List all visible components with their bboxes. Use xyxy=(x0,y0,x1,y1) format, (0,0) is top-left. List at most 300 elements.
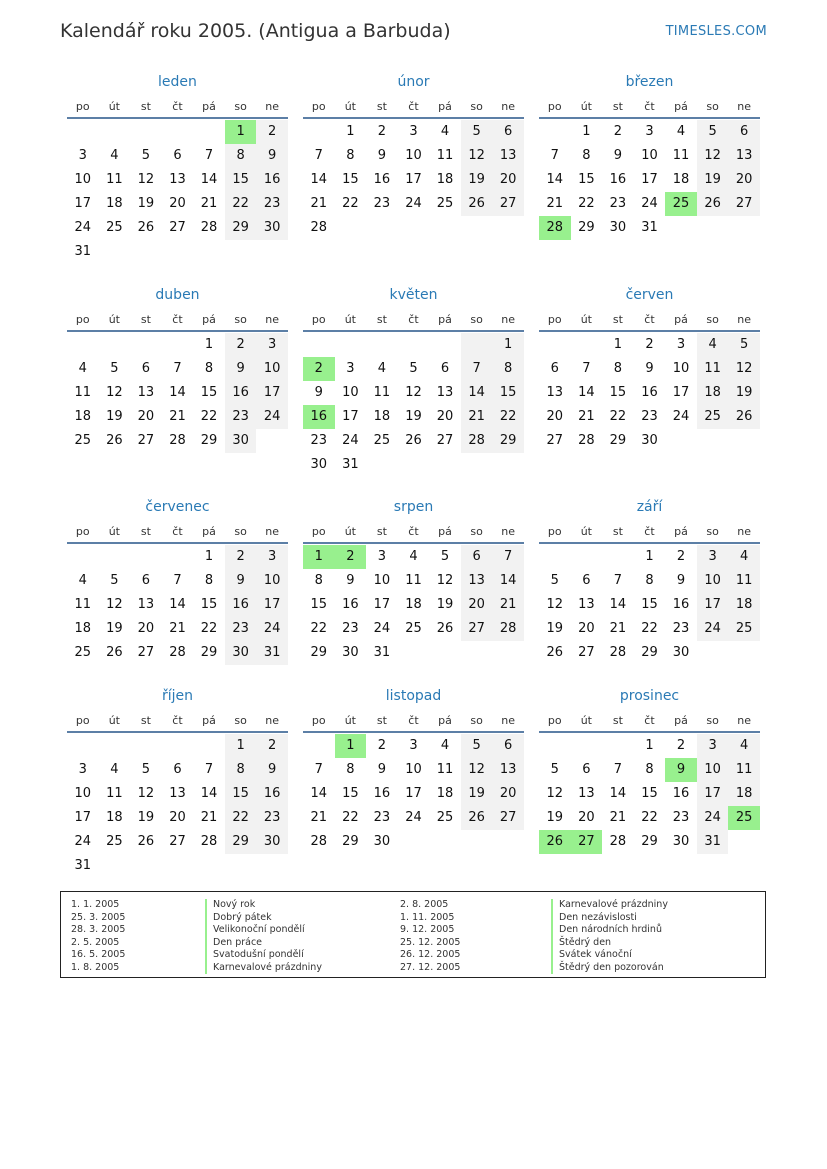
day-cell[interactable]: 14 xyxy=(578,385,595,400)
day-cell[interactable]: 15 xyxy=(225,782,257,806)
day-cell[interactable]: 16 xyxy=(225,593,257,617)
day-cell[interactable]: 9 xyxy=(256,758,288,782)
day-cell[interactable]: 17 xyxy=(74,810,92,825)
day-cell[interactable]: 14 xyxy=(310,786,328,801)
day-cell[interactable]: 18 xyxy=(672,172,690,187)
day-cell[interactable]: 14 xyxy=(169,385,186,400)
day-cell[interactable]: 19 xyxy=(137,196,155,211)
day-cell[interactable]: 2 xyxy=(256,120,288,144)
day-cell[interactable]: 26 xyxy=(728,405,760,429)
day-cell[interactable]: 30 xyxy=(672,645,690,660)
day-cell[interactable]: 3 xyxy=(645,124,654,139)
day-cell[interactable]: 20 xyxy=(546,409,564,424)
day-cell[interactable]: 24 xyxy=(405,810,422,825)
day-cell[interactable]: 13 xyxy=(492,758,524,782)
day-cell[interactable]: 16 xyxy=(225,381,257,405)
day-cell[interactable]: 20 xyxy=(492,168,524,192)
day-cell[interactable]: 7 xyxy=(582,361,591,376)
day-cell[interactable]: 29 xyxy=(492,429,524,453)
day-cell[interactable]: 6 xyxy=(582,762,591,777)
day-cell[interactable]: 25 xyxy=(697,405,729,429)
day-cell[interactable]: 28 xyxy=(578,433,595,448)
day-cell[interactable]: 4 xyxy=(110,762,119,777)
day-cell[interactable]: 7 xyxy=(461,357,493,381)
day-cell[interactable]: 31 xyxy=(74,858,92,873)
holiday-day-cell[interactable]: 28 xyxy=(539,216,571,240)
day-cell[interactable]: 1 xyxy=(204,337,214,352)
day-cell[interactable]: 10 xyxy=(405,148,422,163)
day-cell[interactable]: 17 xyxy=(697,782,729,806)
day-cell[interactable]: 7 xyxy=(204,148,214,163)
day-cell[interactable]: 17 xyxy=(641,172,658,187)
day-cell[interactable]: 30 xyxy=(225,429,257,453)
day-cell[interactable]: 22 xyxy=(342,196,359,211)
day-cell[interactable]: 19 xyxy=(436,597,454,612)
day-cell[interactable]: 18 xyxy=(106,810,123,825)
day-cell[interactable]: 16 xyxy=(672,786,690,801)
day-cell[interactable]: 13 xyxy=(137,385,155,400)
day-cell[interactable]: 20 xyxy=(578,810,595,825)
day-cell[interactable]: 22 xyxy=(200,621,218,636)
day-cell[interactable]: 29 xyxy=(609,433,627,448)
day-cell[interactable]: 13 xyxy=(546,385,564,400)
day-cell[interactable]: 2 xyxy=(225,545,257,569)
day-cell[interactable]: 11 xyxy=(106,786,123,801)
day-cell[interactable]: 4 xyxy=(377,361,387,376)
day-cell[interactable]: 20 xyxy=(169,196,186,211)
day-cell[interactable]: 15 xyxy=(578,172,595,187)
day-cell[interactable]: 18 xyxy=(728,593,760,617)
day-cell[interactable]: 23 xyxy=(310,433,328,448)
day-cell[interactable]: 22 xyxy=(492,405,524,429)
day-cell[interactable]: 22 xyxy=(310,621,328,636)
day-cell[interactable]: 8 xyxy=(225,758,257,782)
day-cell[interactable]: 5 xyxy=(697,120,729,144)
day-cell[interactable]: 23 xyxy=(225,617,257,641)
day-cell[interactable]: 6 xyxy=(582,573,591,588)
day-cell[interactable]: 17 xyxy=(672,385,690,400)
day-cell[interactable]: 28 xyxy=(310,220,328,235)
day-cell[interactable]: 6 xyxy=(550,361,559,376)
day-cell[interactable]: 14 xyxy=(546,172,564,187)
day-cell[interactable]: 2 xyxy=(377,738,387,753)
day-cell[interactable]: 19 xyxy=(461,782,493,806)
day-cell[interactable]: 12 xyxy=(461,758,493,782)
day-cell[interactable]: 21 xyxy=(492,593,524,617)
day-cell[interactable]: 4 xyxy=(78,361,87,376)
day-cell[interactable]: 1 xyxy=(204,549,214,564)
day-cell[interactable]: 12 xyxy=(728,357,760,381)
day-cell[interactable]: 4 xyxy=(440,124,450,139)
day-cell[interactable]: 9 xyxy=(314,385,323,400)
day-cell[interactable]: 24 xyxy=(256,405,288,429)
day-cell[interactable]: 17 xyxy=(697,593,729,617)
day-cell[interactable]: 6 xyxy=(141,361,151,376)
day-cell[interactable]: 19 xyxy=(137,810,155,825)
day-cell[interactable]: 4 xyxy=(676,124,686,139)
day-cell[interactable]: 14 xyxy=(609,786,627,801)
day-cell[interactable]: 28 xyxy=(169,645,186,660)
day-cell[interactable]: 14 xyxy=(492,569,524,593)
day-cell[interactable]: 21 xyxy=(578,409,595,424)
day-cell[interactable]: 21 xyxy=(200,810,218,825)
day-cell[interactable]: 2 xyxy=(613,124,623,139)
day-cell[interactable]: 20 xyxy=(169,810,186,825)
day-cell[interactable]: 11 xyxy=(728,758,760,782)
day-cell[interactable]: 10 xyxy=(697,758,729,782)
day-cell[interactable]: 2 xyxy=(377,124,387,139)
day-cell[interactable]: 5 xyxy=(461,120,493,144)
day-cell[interactable]: 27 xyxy=(492,192,524,216)
day-cell[interactable]: 21 xyxy=(310,196,328,211)
day-cell[interactable]: 5 xyxy=(440,549,450,564)
day-cell[interactable]: 22 xyxy=(609,409,627,424)
day-cell[interactable]: 15 xyxy=(342,786,359,801)
day-cell[interactable]: 14 xyxy=(461,381,493,405)
day-cell[interactable]: 16 xyxy=(256,782,288,806)
day-cell[interactable]: 26 xyxy=(137,220,155,235)
day-cell[interactable]: 10 xyxy=(256,357,288,381)
day-cell[interactable]: 16 xyxy=(672,597,690,612)
day-cell[interactable]: 3 xyxy=(78,762,87,777)
day-cell[interactable]: 23 xyxy=(373,810,391,825)
day-cell[interactable]: 23 xyxy=(342,621,359,636)
day-cell[interactable]: 8 xyxy=(492,357,524,381)
day-cell[interactable]: 21 xyxy=(609,810,627,825)
day-cell[interactable]: 31 xyxy=(256,641,288,665)
day-cell[interactable]: 10 xyxy=(672,361,690,376)
day-cell[interactable]: 3 xyxy=(256,545,288,569)
day-cell[interactable]: 8 xyxy=(645,762,654,777)
day-cell[interactable]: 18 xyxy=(436,786,454,801)
day-cell[interactable]: 1 xyxy=(613,337,623,352)
day-cell[interactable]: 7 xyxy=(613,762,623,777)
day-cell[interactable]: 15 xyxy=(641,597,658,612)
day-cell[interactable]: 17 xyxy=(373,597,391,612)
day-cell[interactable]: 10 xyxy=(342,385,359,400)
day-cell[interactable]: 30 xyxy=(225,641,257,665)
day-cell[interactable]: 4 xyxy=(110,148,119,163)
day-cell[interactable]: 23 xyxy=(256,806,288,830)
day-cell[interactable]: 29 xyxy=(200,645,218,660)
day-cell[interactable]: 3 xyxy=(78,148,87,163)
day-cell[interactable]: 2 xyxy=(676,738,686,753)
day-cell[interactable]: 5 xyxy=(141,762,151,777)
day-cell[interactable]: 6 xyxy=(173,148,182,163)
day-cell[interactable]: 7 xyxy=(204,762,214,777)
day-cell[interactable]: 26 xyxy=(461,806,493,830)
day-cell[interactable]: 15 xyxy=(310,597,328,612)
day-cell[interactable]: 25 xyxy=(373,433,391,448)
day-cell[interactable]: 12 xyxy=(546,786,564,801)
day-cell[interactable]: 5 xyxy=(110,573,119,588)
day-cell[interactable]: 8 xyxy=(613,361,623,376)
day-cell[interactable]: 29 xyxy=(225,830,257,854)
day-cell[interactable]: 19 xyxy=(461,168,493,192)
day-cell[interactable]: 26 xyxy=(697,192,729,216)
day-cell[interactable]: 10 xyxy=(256,569,288,593)
day-cell[interactable]: 26 xyxy=(137,834,155,849)
day-cell[interactable]: 20 xyxy=(578,621,595,636)
day-cell[interactable]: 15 xyxy=(641,786,658,801)
day-cell[interactable]: 19 xyxy=(546,621,564,636)
day-cell[interactable]: 29 xyxy=(578,220,595,235)
day-cell[interactable]: 8 xyxy=(346,148,355,163)
day-cell[interactable]: 26 xyxy=(106,433,123,448)
day-cell[interactable]: 27 xyxy=(461,617,493,641)
day-cell[interactable]: 13 xyxy=(578,786,595,801)
day-cell[interactable]: 9 xyxy=(256,144,288,168)
day-cell[interactable]: 19 xyxy=(546,810,564,825)
day-cell[interactable]: 10 xyxy=(74,172,92,187)
day-cell[interactable]: 17 xyxy=(74,196,92,211)
day-cell[interactable]: 6 xyxy=(728,120,760,144)
day-cell[interactable]: 15 xyxy=(200,385,218,400)
holiday-day-cell[interactable]: 25 xyxy=(665,192,697,216)
day-cell[interactable]: 10 xyxy=(74,786,92,801)
day-cell[interactable]: 30 xyxy=(373,834,391,849)
day-cell[interactable]: 5 xyxy=(409,361,418,376)
day-cell[interactable]: 26 xyxy=(461,192,493,216)
day-cell[interactable]: 2 xyxy=(645,337,654,352)
day-cell[interactable]: 24 xyxy=(373,621,391,636)
day-cell[interactable]: 11 xyxy=(74,597,92,612)
day-cell[interactable]: 22 xyxy=(641,621,658,636)
day-cell[interactable]: 21 xyxy=(169,621,186,636)
day-cell[interactable]: 4 xyxy=(728,734,760,758)
day-cell[interactable]: 4 xyxy=(697,333,729,357)
day-cell[interactable]: 8 xyxy=(645,573,654,588)
day-cell[interactable]: 30 xyxy=(641,433,658,448)
day-cell[interactable]: 23 xyxy=(672,621,690,636)
day-cell[interactable]: 19 xyxy=(697,168,729,192)
holiday-day-cell[interactable]: 1 xyxy=(303,545,335,569)
day-cell[interactable]: 23 xyxy=(256,192,288,216)
day-cell[interactable]: 29 xyxy=(641,645,658,660)
day-cell[interactable]: 21 xyxy=(461,405,493,429)
day-cell[interactable]: 16 xyxy=(256,168,288,192)
day-cell[interactable]: 12 xyxy=(405,385,422,400)
day-cell[interactable]: 6 xyxy=(141,573,151,588)
day-cell[interactable]: 9 xyxy=(645,361,654,376)
day-cell[interactable]: 7 xyxy=(173,361,182,376)
site-link[interactable]: TIMESLES.COM xyxy=(665,24,767,39)
day-cell[interactable]: 24 xyxy=(672,409,690,424)
day-cell[interactable]: 24 xyxy=(641,196,658,211)
day-cell[interactable]: 31 xyxy=(641,220,658,235)
day-cell[interactable]: 1 xyxy=(225,734,257,758)
day-cell[interactable]: 9 xyxy=(377,148,387,163)
day-cell[interactable]: 28 xyxy=(609,645,627,660)
day-cell[interactable]: 1 xyxy=(582,124,591,139)
holiday-day-cell[interactable]: 9 xyxy=(665,758,697,782)
day-cell[interactable]: 5 xyxy=(141,148,151,163)
day-cell[interactable]: 28 xyxy=(169,433,186,448)
day-cell[interactable]: 25 xyxy=(436,810,454,825)
day-cell[interactable]: 9 xyxy=(346,573,355,588)
day-cell[interactable]: 27 xyxy=(578,645,595,660)
day-cell[interactable]: 17 xyxy=(256,381,288,405)
day-cell[interactable]: 31 xyxy=(74,244,92,259)
day-cell[interactable]: 18 xyxy=(436,172,454,187)
day-cell[interactable]: 18 xyxy=(74,409,92,424)
day-cell[interactable]: 11 xyxy=(405,573,422,588)
day-cell[interactable]: 22 xyxy=(342,810,359,825)
day-cell[interactable]: 14 xyxy=(310,172,328,187)
day-cell[interactable]: 20 xyxy=(137,621,155,636)
day-cell[interactable]: 1 xyxy=(645,549,654,564)
day-cell[interactable]: 11 xyxy=(672,148,690,163)
day-cell[interactable]: 11 xyxy=(373,385,391,400)
day-cell[interactable]: 29 xyxy=(310,645,328,660)
day-cell[interactable]: 12 xyxy=(461,144,493,168)
day-cell[interactable]: 10 xyxy=(373,573,391,588)
day-cell[interactable]: 13 xyxy=(137,597,155,612)
day-cell[interactable]: 2 xyxy=(676,549,686,564)
day-cell[interactable]: 7 xyxy=(314,148,323,163)
day-cell[interactable]: 24 xyxy=(342,433,359,448)
day-cell[interactable]: 12 xyxy=(106,597,123,612)
holiday-day-cell[interactable]: 1 xyxy=(225,120,257,144)
day-cell[interactable]: 28 xyxy=(609,834,627,849)
day-cell[interactable]: 6 xyxy=(461,545,493,569)
day-cell[interactable]: 15 xyxy=(200,597,218,612)
day-cell[interactable]: 16 xyxy=(373,172,391,187)
day-cell[interactable]: 19 xyxy=(106,621,123,636)
day-cell[interactable]: 3 xyxy=(676,337,686,352)
day-cell[interactable]: 5 xyxy=(550,573,559,588)
day-cell[interactable]: 16 xyxy=(641,385,658,400)
day-cell[interactable]: 15 xyxy=(225,168,257,192)
day-cell[interactable]: 27 xyxy=(137,645,155,660)
day-cell[interactable]: 18 xyxy=(697,381,729,405)
day-cell[interactable]: 23 xyxy=(373,196,391,211)
day-cell[interactable]: 18 xyxy=(728,782,760,806)
day-cell[interactable]: 30 xyxy=(256,830,288,854)
day-cell[interactable]: 13 xyxy=(169,786,186,801)
day-cell[interactable]: 24 xyxy=(697,617,729,641)
day-cell[interactable]: 20 xyxy=(436,409,454,424)
day-cell[interactable]: 5 xyxy=(110,361,119,376)
day-cell[interactable]: 14 xyxy=(200,172,218,187)
day-cell[interactable]: 19 xyxy=(728,381,760,405)
day-cell[interactable]: 19 xyxy=(405,409,422,424)
day-cell[interactable]: 13 xyxy=(436,385,454,400)
holiday-day-cell[interactable]: 1 xyxy=(335,734,367,758)
day-cell[interactable]: 25 xyxy=(74,645,92,660)
day-cell[interactable]: 13 xyxy=(728,144,760,168)
holiday-day-cell[interactable]: 2 xyxy=(335,545,367,569)
day-cell[interactable]: 16 xyxy=(373,786,391,801)
day-cell[interactable]: 30 xyxy=(342,645,359,660)
day-cell[interactable]: 3 xyxy=(346,361,355,376)
day-cell[interactable]: 24 xyxy=(74,220,92,235)
day-cell[interactable]: 22 xyxy=(200,409,218,424)
day-cell[interactable]: 6 xyxy=(440,361,450,376)
day-cell[interactable]: 4 xyxy=(440,738,450,753)
day-cell[interactable]: 15 xyxy=(342,172,359,187)
day-cell[interactable]: 4 xyxy=(728,545,760,569)
day-cell[interactable]: 28 xyxy=(492,617,524,641)
day-cell[interactable]: 12 xyxy=(137,172,155,187)
day-cell[interactable]: 8 xyxy=(204,361,214,376)
day-cell[interactable]: 13 xyxy=(578,597,595,612)
day-cell[interactable]: 5 xyxy=(728,333,760,357)
day-cell[interactable]: 21 xyxy=(169,409,186,424)
day-cell[interactable]: 28 xyxy=(200,834,218,849)
day-cell[interactable]: 9 xyxy=(225,357,257,381)
day-cell[interactable]: 26 xyxy=(106,645,123,660)
day-cell[interactable]: 10 xyxy=(697,569,729,593)
day-cell[interactable]: 12 xyxy=(106,385,123,400)
day-cell[interactable]: 20 xyxy=(461,593,493,617)
day-cell[interactable]: 9 xyxy=(613,148,623,163)
day-cell[interactable]: 26 xyxy=(436,621,454,636)
day-cell[interactable]: 7 xyxy=(550,148,559,163)
day-cell[interactable]: 4 xyxy=(78,573,87,588)
day-cell[interactable]: 17 xyxy=(405,786,422,801)
day-cell[interactable]: 27 xyxy=(546,433,564,448)
day-cell[interactable]: 16 xyxy=(609,172,627,187)
day-cell[interactable]: 20 xyxy=(728,168,760,192)
day-cell[interactable]: 24 xyxy=(74,834,92,849)
day-cell[interactable]: 28 xyxy=(200,220,218,235)
day-cell[interactable]: 29 xyxy=(342,834,359,849)
day-cell[interactable]: 21 xyxy=(546,196,564,211)
day-cell[interactable]: 22 xyxy=(641,810,658,825)
day-cell[interactable]: 9 xyxy=(377,762,387,777)
day-cell[interactable]: 17 xyxy=(342,409,359,424)
day-cell[interactable]: 13 xyxy=(492,144,524,168)
day-cell[interactable]: 22 xyxy=(225,806,257,830)
day-cell[interactable]: 13 xyxy=(461,569,493,593)
day-cell[interactable]: 24 xyxy=(256,617,288,641)
day-cell[interactable]: 23 xyxy=(609,196,627,211)
day-cell[interactable]: 18 xyxy=(106,196,123,211)
day-cell[interactable]: 14 xyxy=(169,597,186,612)
day-cell[interactable]: 1 xyxy=(492,333,524,357)
day-cell[interactable]: 3 xyxy=(377,549,387,564)
day-cell[interactable]: 2 xyxy=(256,734,288,758)
day-cell[interactable]: 18 xyxy=(74,621,92,636)
day-cell[interactable]: 8 xyxy=(204,573,214,588)
day-cell[interactable]: 14 xyxy=(609,597,627,612)
day-cell[interactable]: 25 xyxy=(106,220,123,235)
day-cell[interactable]: 23 xyxy=(672,810,690,825)
holiday-day-cell[interactable]: 27 xyxy=(571,830,603,854)
day-cell[interactable]: 27 xyxy=(728,192,760,216)
day-cell[interactable]: 18 xyxy=(405,597,422,612)
day-cell[interactable]: 12 xyxy=(137,786,155,801)
day-cell[interactable]: 11 xyxy=(106,172,123,187)
day-cell[interactable]: 31 xyxy=(342,457,359,472)
day-cell[interactable]: 24 xyxy=(405,196,422,211)
day-cell[interactable]: 25 xyxy=(74,433,92,448)
day-cell[interactable]: 12 xyxy=(436,573,454,588)
day-cell[interactable]: 3 xyxy=(409,124,418,139)
day-cell[interactable]: 27 xyxy=(436,433,454,448)
day-cell[interactable]: 27 xyxy=(169,834,186,849)
day-cell[interactable]: 13 xyxy=(169,172,186,187)
day-cell[interactable]: 27 xyxy=(169,220,186,235)
day-cell[interactable]: 3 xyxy=(256,333,288,357)
day-cell[interactable]: 2 xyxy=(225,333,257,357)
holiday-day-cell[interactable]: 2 xyxy=(303,357,335,381)
day-cell[interactable]: 1 xyxy=(346,124,355,139)
day-cell[interactable]: 8 xyxy=(346,762,355,777)
day-cell[interactable]: 12 xyxy=(697,144,729,168)
day-cell[interactable]: 29 xyxy=(200,433,218,448)
